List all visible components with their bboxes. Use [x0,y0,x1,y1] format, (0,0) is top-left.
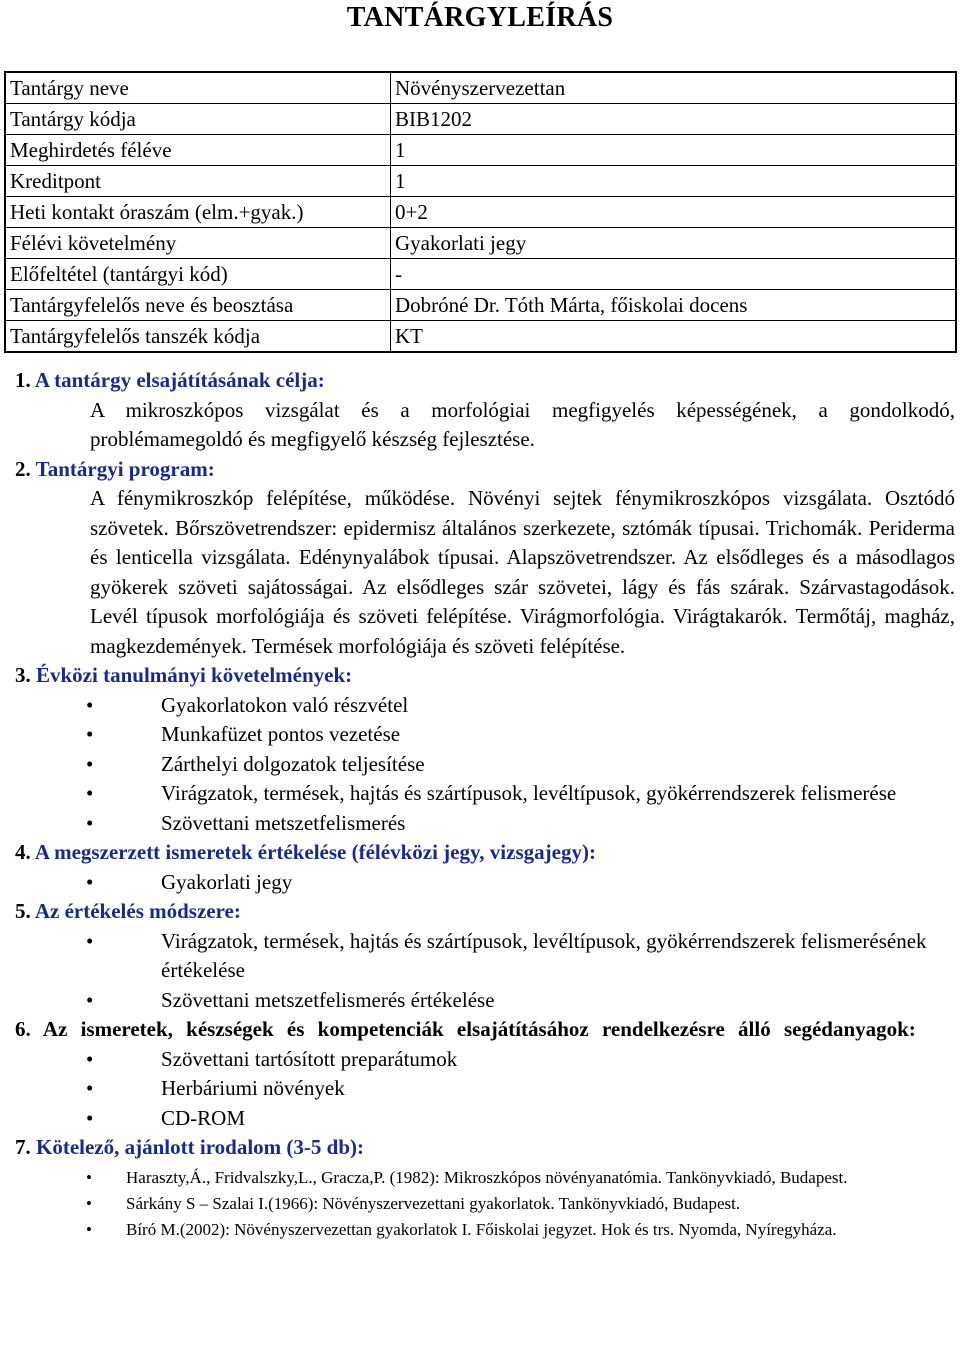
info-row [5,321,956,353]
info-value: 0+2 [395,199,428,224]
info-value: Gyakorlati jegy [395,230,527,255]
section-5-heading: 5. Az értékelés módszere: [15,899,241,923]
info-row [5,166,956,197]
section-3-heading: 3. Évközi tanulmányi követelmények: [15,663,353,687]
info-row [5,290,956,321]
info-value: BIB1202 [395,106,473,131]
list-item: • Zárthelyi dolgozatok teljesítése [86,750,955,780]
list-item: • Virágzatok, termések, hajtás és szártípusok, levéltípusok, gyökérrendszerek felismerésének értékelése [86,927,955,986]
info-value: Dobróné Dr. Tóth Márta, főiskolai docens [395,292,748,317]
info-value: - [395,261,402,286]
list-item: • Gyakorlati jegy [86,868,955,898]
section-2-text: A fénymikroszkóp felépítése, működése. Növényi sejtek fénymikroszkópos vizsgálata. Osztódó szövetek. Bőrszövetrendszer: epidermisz általános szerkezete, sztómák típusai. Trichomák. Periderma és lenticella vizsgálata. Edénynyalábok típusai. Alapszövetrendszer. Az elsődleges és a másodlagos gyökerek szöveti sajátosságai. Az elsődleges szár szövetei, lágy és fás szárak. Szárvastagodások. Levél típusok morfológiája és szöveti felépítése. Virágmorfológia. Virágtakarók. Termőtáj, magház, magkezdemények. Termések morfológiája és szöveti felépítése. [90,486,955,658]
info-label: Tantárgy kódja [5,104,391,135]
list-item: • Virágzatok, termések, hajtás és szártípusok, levéltípusok, gyökérrendszerek felismerése [86,779,955,809]
info-label: Heti kontakt óraszám (elm.+gyak.) [5,197,391,228]
list-item: • Szövettani metszetfelismerés értékelése [86,986,955,1016]
document-title: TANTÁRGYLEÍRÁS [346,2,614,33]
section-7-heading: 7. Kötelező, ajánlott irodalom (3-5 db): [15,1135,364,1159]
list-item: • Munkafüzet pontos vezetése [86,720,955,750]
info-label: Félévi követelmény [5,228,391,259]
list-item: • Gyakorlatokon való részvétel [86,691,955,721]
section-1-heading: 1. A tantárgy elsajátításának célja: [15,368,325,392]
course-info-table [4,71,957,353]
info-label: Meghirdetés féléve [5,135,391,166]
info-value: Növényszervezettan [395,75,566,100]
section-3-list [15,691,955,839]
info-row [5,104,956,135]
section-4-heading: 4. A megszerzett ismeretek értékelése (félévközi jegy, vizsgajegy): [15,840,596,864]
info-row [5,72,956,104]
info-label: Előfeltétel (tantárgyi kód) [5,259,391,290]
info-value: 1 [395,168,406,193]
list-item: • CD-ROM [86,1104,955,1134]
section-5-list [15,927,955,1016]
section-6-list [15,1045,955,1134]
document-content [15,366,955,1243]
info-value: KT [395,323,423,348]
info-label: Tantárgyfelelős neve és beosztása [5,290,391,321]
info-row [5,228,956,259]
section-2-heading: 2. Tantárgyi program: [15,456,215,481]
reference-item: • Haraszty,Á., Fridvalszky,L., Gracza,P. (1982): Mikroszkópos növényanatómia. Tankönyvkiadó, Budapest. [86,1165,955,1190]
info-row [5,259,956,290]
info-label: Tantárgy neve [5,72,391,104]
reference-item: • Bíró M.(2002): Növényszervezettan gyakorlatok I. Főiskolai jegyzet. Hok és trs. Nyomda, Nyíregyháza. [86,1217,955,1242]
reference-item: • Sárkány S – Szalai I.(1966): Növényszervezettani gyakorlatok. Tankönyvkiadó, Budapest. [86,1191,955,1216]
list-item: • Herbáriumi növények [86,1074,955,1104]
list-item: • Szövettani metszetfelismerés [86,809,955,839]
references-list [15,1165,955,1242]
list-item: • Szövettani tartósított preparátumok [86,1045,955,1075]
info-label: Tantárgyfelelős tanszék kódja [5,321,391,353]
section-1-text: A mikroszkópos vizsgálat és a morfológiai megfigyelés képességének, a gondolkodó, problémamegoldó és megfigyelő készség fejlesztése. [90,397,955,451]
info-value: 1 [395,137,406,162]
info-row [5,135,956,166]
section-4-list [15,868,955,898]
info-row [5,197,956,228]
info-label: Kreditpont [5,166,391,197]
section-6-heading: 6. Az ismeretek, készségek és kompetenciák elsajátításához rendelkezésre álló segédanyagok: [15,1017,916,1041]
